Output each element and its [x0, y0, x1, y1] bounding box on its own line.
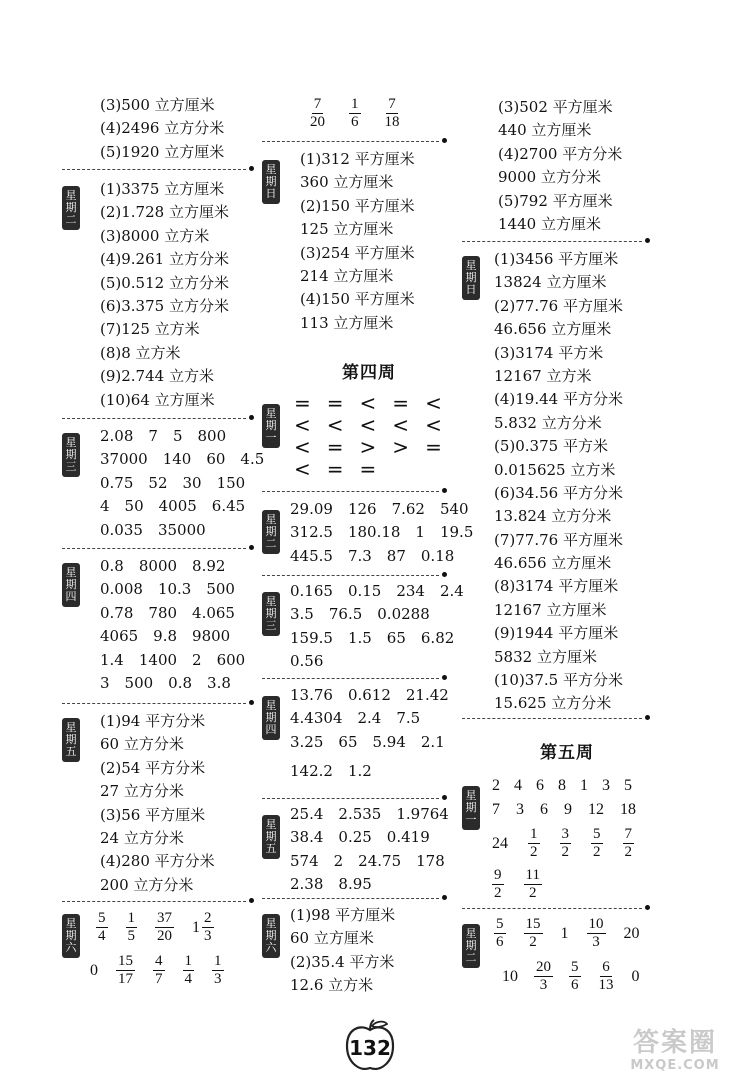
- answer-line: 12167 立方厘米: [494, 600, 607, 619]
- section-divider: [262, 575, 439, 576]
- answer-line: (4)19.44 平方分米: [494, 390, 623, 409]
- answer-line: (3)8000 立方米: [100, 226, 210, 245]
- fraction-row: [90, 953, 254, 988]
- answer-line: (9)1944 平方厘米: [494, 624, 619, 643]
- number-row: 7 3 6 9 12 18: [492, 801, 636, 818]
- answer-line: (1)94 平方分米: [100, 712, 206, 730]
- answer-line: 1.4 1400 2 600: [100, 650, 246, 669]
- answer-line: (5)0.512 立方分米: [100, 273, 229, 292]
- answer-line: 0.78 780 4.065: [100, 603, 235, 622]
- watermark-logo-text: 答案圈: [632, 1028, 717, 1058]
- fraction-row: [502, 959, 650, 994]
- fraction: $\frac{1}{3}$: [214, 953, 222, 987]
- fraction: $\frac{20}{3}$: [536, 959, 551, 993]
- answer-line: (5)792 平方厘米: [498, 191, 613, 210]
- column-2: [262, 0, 474, 1000]
- fraction: $\frac{5}{2}$: [593, 826, 601, 860]
- answer-line: 0.035 35000: [100, 520, 206, 539]
- answer-line: (6)34.56 平方分米: [494, 483, 623, 502]
- number-row: 2 4 6 8 1 3 5: [492, 777, 632, 794]
- week-4-title: 第四周: [342, 363, 396, 383]
- section-divider: [262, 491, 439, 492]
- day-tag-saturday: 星 期 六: [262, 914, 280, 958]
- fraction: $\frac{9}{2}$: [494, 867, 502, 901]
- answer-line: (1)3375 立方厘米: [100, 180, 225, 198]
- page-number-badge: [343, 1018, 397, 1074]
- answer-line: 9000 立方分米: [498, 168, 601, 187]
- answer-line: (5)1920 立方厘米: [100, 142, 225, 161]
- answer-line: (7)125 立方米: [100, 320, 200, 339]
- comparison-row: < < < < <: [294, 413, 442, 437]
- answer-line: 4065 9.8 9800: [100, 627, 231, 646]
- fraction: $\frac{7}{18}$: [384, 96, 400, 130]
- fraction: $\frac{7}{20}$: [310, 96, 325, 130]
- answer-line: (6)3.375 立方分米: [100, 296, 229, 315]
- fraction-row: [308, 96, 447, 131]
- answer-line: (2)150 平方厘米: [300, 196, 415, 215]
- answer-line: 15.625 立方分米: [494, 694, 612, 713]
- fraction-row: [494, 916, 650, 951]
- fraction: $\frac{5}{6}$: [571, 959, 579, 993]
- answer-line: 13824 立方厘米: [494, 273, 607, 292]
- answer-line: 3.25 65 5.94 2.1: [290, 732, 445, 751]
- answer-line: 113 立方厘米: [300, 313, 394, 332]
- fraction: $\frac{1}{2}$: [530, 826, 538, 860]
- col1-top-lines: [100, 94, 254, 164]
- fraction: $\frac{5}{4}$: [98, 910, 106, 944]
- fraction: $\frac{15}{17}$: [118, 953, 133, 987]
- fraction: $\frac{1}{4}$: [184, 953, 192, 987]
- comparison-row: = = < = <: [294, 391, 442, 415]
- day-tag-wednesday: 星 期 三: [62, 433, 80, 477]
- day-tag-friday: 星 期 五: [62, 718, 80, 762]
- answer-line: 0.008 10.3 500: [100, 580, 235, 599]
- answer-line: 200 立方分米: [100, 875, 194, 894]
- answer-line: 0.56: [290, 652, 324, 671]
- section-divider: [262, 898, 439, 899]
- answer-line: 46.656 立方厘米: [494, 320, 612, 339]
- answer-line: (10)64 立方厘米: [100, 390, 215, 409]
- plain-value: 0: [631, 967, 640, 985]
- column-3: [462, 0, 650, 1000]
- answer-line: (1)312 平方厘米: [300, 150, 415, 168]
- answer-line: (3)502 平方厘米: [498, 98, 613, 116]
- answer-line: 2.08 7 5 800: [100, 427, 227, 445]
- answer-line: (2)77.76 平方厘米: [494, 296, 623, 315]
- answer-line: 13.76 0.612 21.42: [290, 686, 449, 704]
- answer-line: 29.09 126 7.62 540: [290, 500, 469, 518]
- plain-value: 0: [90, 961, 98, 979]
- fraction: $\frac{6}{13}$: [598, 959, 614, 993]
- section-divider: [462, 908, 642, 909]
- day-tag-tuesday: 星 期 二: [462, 924, 480, 968]
- section-divider: [262, 678, 439, 679]
- answer-line: (2)54 平方分米: [100, 758, 206, 777]
- answer-line: (9)2.744 立方米: [100, 367, 214, 386]
- answer-line: 37000 140 60 4.5: [100, 450, 265, 469]
- answer-line: (4)150 平方厘米: [300, 290, 415, 309]
- answer-line: (5)0.375 平方米: [494, 437, 608, 456]
- fraction: $\frac{37}{20}$: [157, 910, 172, 944]
- answer-line: (2)35.4 平方米: [290, 952, 395, 971]
- answer-line: 440 立方厘米: [498, 121, 592, 140]
- section-divider: [462, 718, 642, 719]
- section-divider: [62, 418, 246, 419]
- fraction: $\frac{7}{2}$: [624, 826, 632, 860]
- answer-line: 12167 立方米: [494, 366, 592, 385]
- answer-line: (1)3456 平方厘米: [494, 250, 619, 268]
- answer-line: (10)37.5 平方分米: [494, 671, 623, 690]
- answer-line: 142.2 1.2: [290, 762, 372, 781]
- day-tag-sunday: 星 期 日: [262, 160, 280, 204]
- answer-line: 312.5 180.18 1 19.5: [290, 523, 474, 542]
- answer-line: 360 立方厘米: [300, 173, 394, 192]
- answer-line: 4 50 4005 6.45: [100, 497, 246, 516]
- answer-line: 574 2 24.75 178: [290, 851, 445, 870]
- day-tag-friday: 星 期 五: [262, 815, 280, 859]
- answer-line: (7)77.76 平方厘米: [494, 530, 623, 549]
- fraction: $\frac{5}{6}$: [496, 916, 504, 950]
- section-divider: [62, 901, 246, 902]
- answer-line: 60 立方厘米: [290, 929, 374, 948]
- comparison-row: < = > > =: [294, 435, 442, 459]
- section-divider: [62, 548, 246, 549]
- answer-line: 125 立方厘米: [300, 220, 394, 239]
- page-number: 132: [349, 1036, 391, 1060]
- answer-line: 0.165 0.15 234 2.4: [290, 582, 464, 600]
- watermark: [600, 1028, 750, 1080]
- plain-value: 10: [502, 967, 518, 985]
- watermark-url: MXQE.COM: [630, 1058, 720, 1073]
- answer-line: 13.824 立方分米: [494, 507, 612, 526]
- answer-line: 12.6 立方米: [290, 976, 374, 995]
- answer-line: (4)280 平方分米: [100, 852, 215, 871]
- day-tag-sunday: 星 期 日: [462, 256, 480, 300]
- section-divider: [462, 241, 642, 242]
- day-tag-saturday: 星 期 六: [62, 914, 80, 958]
- plain-value: 1: [560, 924, 569, 942]
- answer-line: 27 立方分米: [100, 782, 184, 801]
- fraction: $\frac{3}{2}$: [561, 826, 569, 860]
- fraction: $\frac{1}{6}$: [351, 96, 359, 130]
- answer-line: 46.656 立方厘米: [494, 554, 612, 573]
- answer-line: 159.5 1.5 65 6.82: [290, 628, 455, 647]
- column-1: [62, 0, 265, 1000]
- answer-line: 2.38 8.95: [290, 875, 372, 894]
- answer-line: (3)254 平方厘米: [300, 243, 415, 262]
- answer-line: 214 立方厘米: [300, 266, 394, 285]
- fraction: $\frac{15}{2}$: [525, 916, 541, 950]
- answer-line: 38.4 0.25 0.419: [290, 828, 430, 847]
- day-tag-monday: 星 期 一: [262, 404, 280, 448]
- mixed-number: 1 $\frac{2}{3}$: [192, 910, 212, 944]
- fraction-row: [492, 826, 650, 861]
- answer-line: (3)500 立方厘米: [100, 96, 215, 114]
- fraction: $\frac{11}{2}$: [525, 867, 540, 901]
- answer-line: (4)2496 立方分米: [100, 119, 225, 138]
- answer-line: 25.4 2.535 1.9764: [290, 805, 449, 823]
- answer-line: (3)3174 平方米: [494, 343, 604, 362]
- day-tag-tuesday: 星 期 二: [262, 510, 280, 554]
- fraction: $\frac{4}{7}$: [155, 953, 163, 987]
- answer-line: (3)56 平方厘米: [100, 805, 206, 824]
- answer-line: 5.832 立方分米: [494, 413, 602, 432]
- answer-line: 24 立方分米: [100, 828, 184, 847]
- section-divider: [262, 141, 439, 142]
- fraction-row: [96, 910, 254, 945]
- day-tag-tuesday: 星 期 二: [62, 186, 80, 230]
- answer-line: 4.4304 2.4 7.5: [290, 709, 421, 728]
- answer-line: (4)9.261 立方分米: [100, 250, 229, 269]
- answer-line: (4)2700 平方分米: [498, 144, 623, 163]
- answer-line: 0.8 8000 8.92: [100, 557, 226, 575]
- answer-line: 60 立方分米: [100, 735, 184, 754]
- day-tag-thursday: 星 期 四: [62, 563, 80, 607]
- answer-line: 445.5 7.3 87 0.18: [290, 546, 455, 565]
- answer-line: (8)8 立方米: [100, 343, 181, 362]
- fraction-row: [492, 867, 650, 902]
- answer-line: (8)3174 平方厘米: [494, 577, 619, 596]
- section-divider: [262, 798, 439, 799]
- answer-line: (1)98 平方厘米: [290, 906, 396, 924]
- plain-value: 24: [492, 834, 508, 852]
- answer-line: 1440 立方厘米: [498, 214, 601, 233]
- answer-line: 3.5 76.5 0.0288: [290, 605, 430, 624]
- day-tag-monday: 星 期 一: [462, 786, 480, 830]
- day-tag-thursday: 星 期 四: [262, 696, 280, 740]
- section-divider: [62, 703, 246, 704]
- answer-line: (2)1.728 立方厘米: [100, 203, 229, 222]
- plain-value: 20: [623, 924, 640, 942]
- section-divider: [62, 169, 246, 170]
- answer-line: 0.015625 立方米: [494, 460, 616, 479]
- comparison-row: < = =: [294, 457, 377, 481]
- fraction: $\frac{1}{5}$: [127, 910, 135, 944]
- fraction: $\frac{10}{3}$: [588, 916, 604, 950]
- answer-line: 0.75 52 30 150: [100, 473, 246, 492]
- answer-line: 3 500 0.8 3.8: [100, 673, 231, 692]
- day-tag-wednesday: 星 期 三: [262, 592, 280, 636]
- week-5-title: 第五周: [540, 743, 594, 763]
- answer-line: 5832 立方厘米: [494, 647, 597, 666]
